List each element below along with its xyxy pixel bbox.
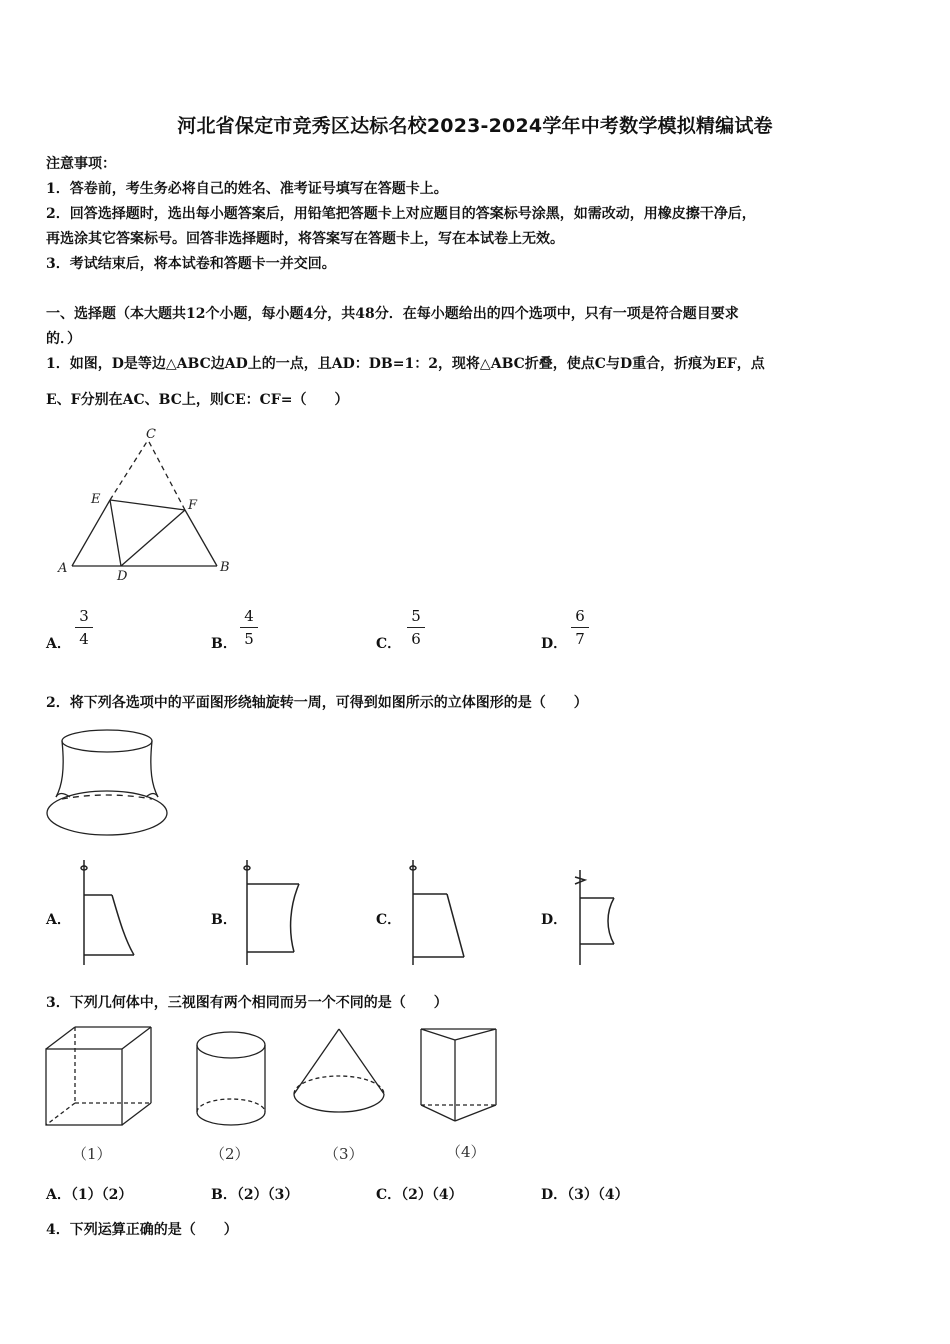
q1-option-d[interactable]: D． bbox=[541, 636, 568, 652]
q2-option-a[interactable]: A． bbox=[46, 912, 71, 928]
label-b: B bbox=[220, 560, 230, 575]
numerator: 6 bbox=[575, 607, 585, 625]
label-c: C bbox=[146, 427, 156, 442]
q1-option-b[interactable]: B． bbox=[211, 636, 237, 652]
page-title: 河北省保定市竞秀区达标名校2023-2024学年中考数学模拟精编试卷 bbox=[177, 115, 773, 137]
denominator: 6 bbox=[411, 630, 421, 648]
notice-item: 再选涂其它答案标号。回答非选择题时，将答案写在答题卡上，写在本试卷上无效。 bbox=[46, 231, 564, 247]
q1-text: 1．如图，D是等边△ABC边AD上的一点，且AD：DB=1：2，现将△ABC折叠，使点C与D重合，折痕为EF，点 bbox=[46, 356, 765, 372]
numerator: 3 bbox=[79, 607, 89, 625]
q4-text: 4．下列运算正确的是（ ） bbox=[46, 1222, 238, 1238]
q2-text: 2．将下列各选项中的平面图形绕轴旋转一周，可得到如图所示的立体图形的是（ ） bbox=[46, 695, 588, 711]
q3-option-d[interactable]: D．（3）（4） bbox=[541, 1187, 629, 1203]
caption-2: （2） bbox=[210, 1145, 250, 1163]
q1-text-cont: E、F分别在AC、BC上，则CE：CF=（ ） bbox=[46, 392, 349, 408]
denominator: 5 bbox=[244, 630, 254, 648]
denominator: 7 bbox=[575, 630, 585, 648]
q1-option-c[interactable]: C． bbox=[376, 636, 402, 652]
q2-option-d[interactable]: D． bbox=[541, 912, 568, 928]
label-d: D bbox=[117, 569, 128, 584]
notice-item: 3．考试结束后，将本试卷和答题卡一并交回。 bbox=[46, 256, 336, 272]
label-a: A bbox=[58, 561, 68, 576]
numerator: 5 bbox=[411, 607, 421, 625]
caption-4: （4） bbox=[446, 1143, 486, 1161]
caption-3: （3） bbox=[324, 1145, 364, 1163]
label-e: E bbox=[91, 492, 101, 507]
label-f: F bbox=[188, 498, 198, 513]
notice-item: 2．回答选择题时，选出每小题答案后，用铅笔把答题卡上对应题目的答案标号涂黑，如需改动，用橡皮擦干净后， bbox=[46, 206, 756, 222]
q3-option-c[interactable]: C．（2）（4） bbox=[376, 1187, 463, 1203]
q2-option-c[interactable]: C． bbox=[376, 912, 402, 928]
q3-option-a[interactable]: A．（1）（2） bbox=[46, 1187, 133, 1203]
section-heading-cont: 的．） bbox=[46, 331, 81, 347]
q3-option-b[interactable]: B．（2）（3） bbox=[211, 1187, 299, 1203]
q2-option-b[interactable]: B． bbox=[211, 912, 237, 928]
denominator: 4 bbox=[79, 630, 89, 648]
notice-item: 1．答卷前，考生务必将自己的姓名、准考证号填写在答题卡上。 bbox=[46, 181, 448, 197]
caption-1: （1） bbox=[72, 1145, 112, 1163]
section-heading: 一、选择题（本大题共12个小题，每小题4分，共48分．在每小题给出的四个选项中，只有一项是符合题目要求 bbox=[46, 306, 739, 322]
notice-heading: 注意事项： bbox=[46, 156, 116, 172]
numerator: 4 bbox=[244, 607, 254, 625]
q3-text: 3．下列几何体中，三视图有两个相同而另一个不同的是（ ） bbox=[46, 995, 448, 1011]
q1-option-a[interactable]: A． bbox=[46, 636, 71, 652]
